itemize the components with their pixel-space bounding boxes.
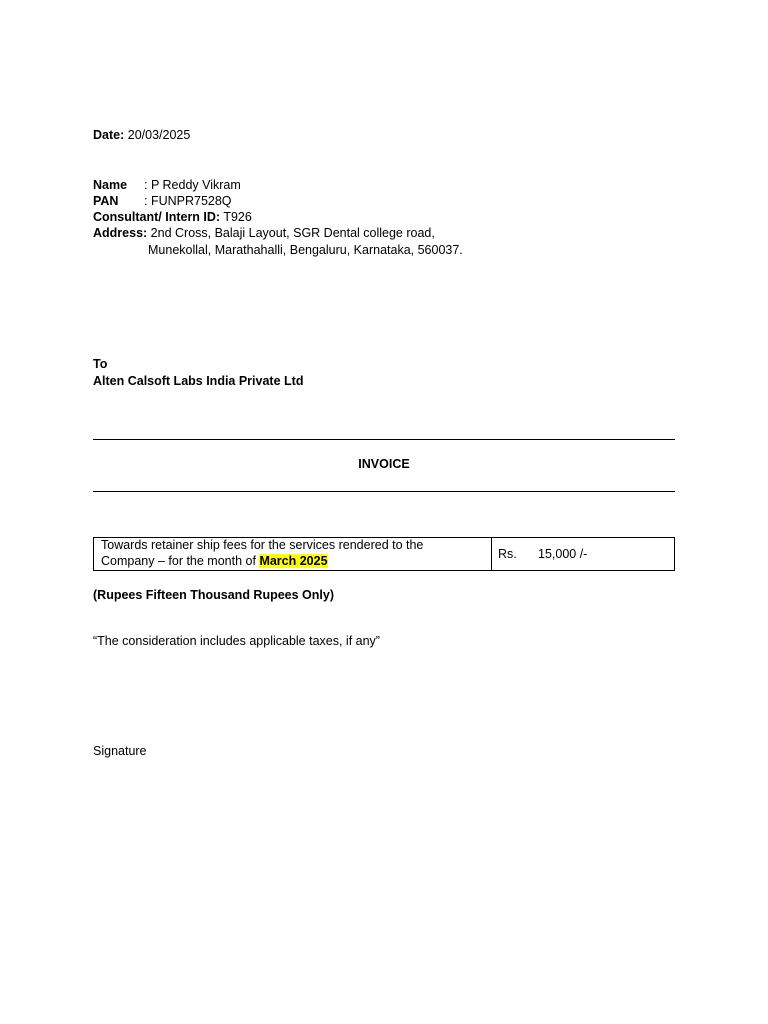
consultant-id-line — [93, 209, 252, 225]
description-line2-prefix: Company – for the month of — [101, 553, 256, 568]
description-cell — [94, 538, 492, 570]
name-value: : P Reddy Vikram — [144, 178, 241, 192]
invoice-heading: INVOICE — [358, 457, 410, 471]
date-line — [93, 127, 190, 143]
address-line-1 — [93, 225, 435, 241]
recipient-company: Alten Calsoft Labs India Private Ltd — [93, 374, 304, 388]
signature-label: Signature — [93, 744, 147, 758]
to-label: To — [93, 357, 108, 371]
bottom-divider — [93, 491, 675, 492]
description-line2 — [101, 554, 491, 570]
currency-label: Rs. — [498, 547, 517, 561]
description-line1: Towards retainer ship fees for the services rendered to the — [101, 538, 424, 552]
top-divider — [93, 439, 675, 440]
pan-label: PAN — [93, 194, 119, 208]
address-line2: Munekollal, Marathahalli, Bengaluru, Karnataka, 560037. — [148, 243, 463, 257]
amount-cell — [492, 538, 674, 570]
address-label: Address: — [93, 226, 148, 240]
pan-value: : FUNPR7528Q — [144, 194, 232, 208]
tax-note: “The consideration includes applicable taxes, if any” — [93, 634, 380, 648]
name-label: Name — [93, 178, 128, 192]
consultant-id-label: Consultant/ Intern ID: — [93, 210, 221, 224]
invoice-table — [93, 537, 675, 571]
amount-in-words: (Rupees Fifteen Thousand Rupees Only) — [93, 588, 334, 602]
consultant-id-value: T926 — [223, 210, 252, 224]
date-value: 20/03/2025 — [127, 128, 191, 142]
amount-value: 15,000 /- — [538, 547, 588, 561]
date-label: Date: — [93, 128, 125, 142]
address-line1: 2nd Cross, Balaji Layout, SGR Dental college road, — [150, 226, 435, 240]
month-highlight: March 2025 — [259, 553, 328, 568]
